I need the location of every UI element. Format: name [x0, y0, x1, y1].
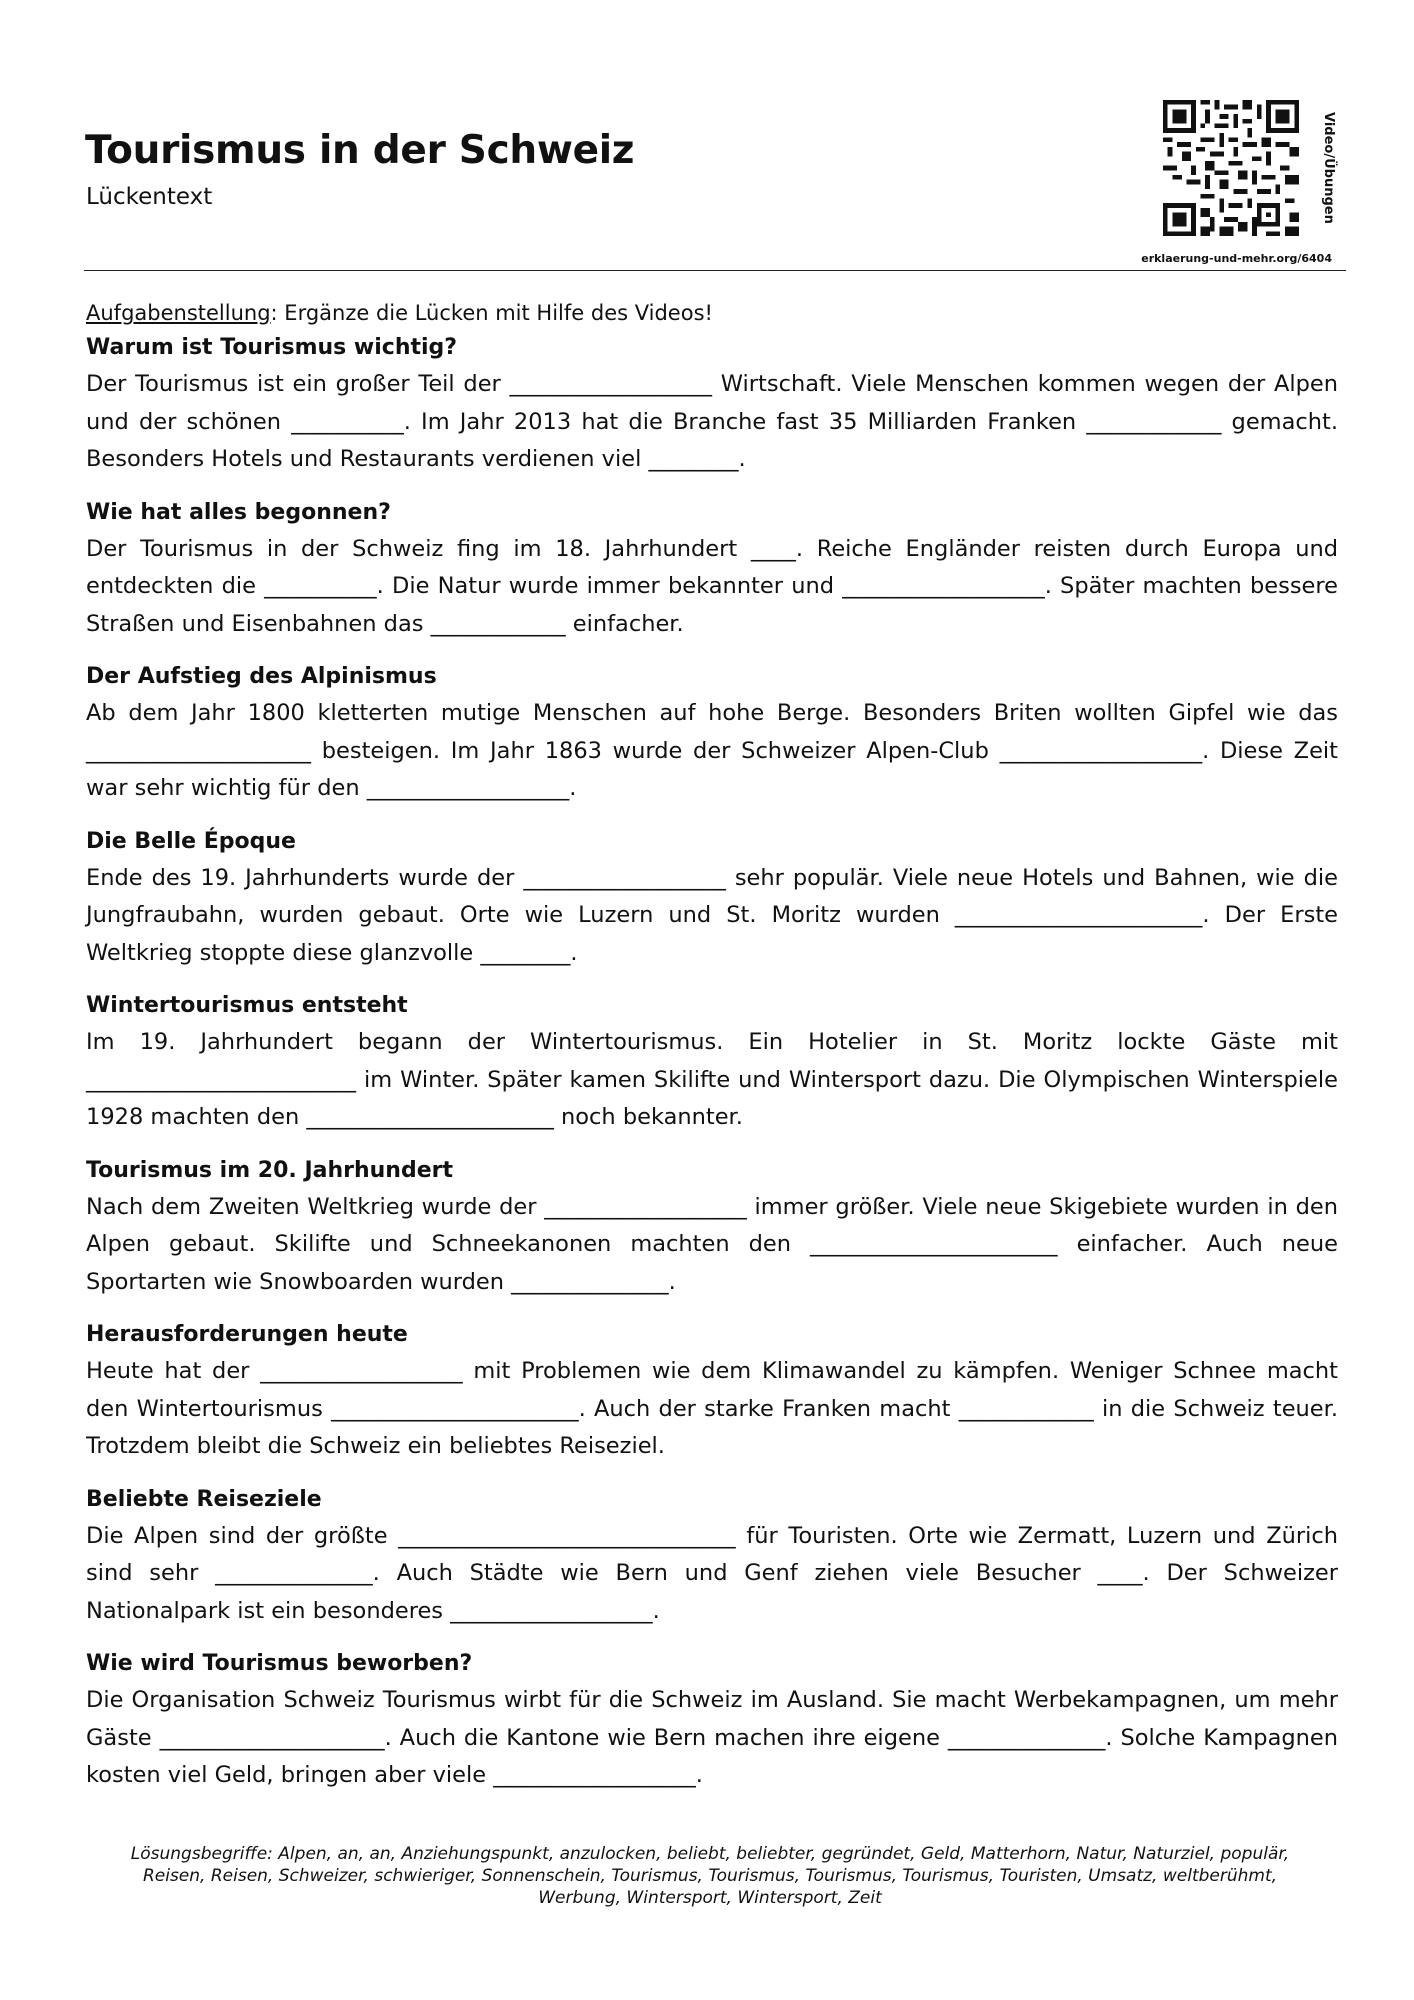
section-text: Der Tourismus ist ein großer Teil der __________________ Wirtschaft. Viele Menschen kommen wegen der Alpen und der schönen __________. Im Jahr 2013 hat die Branche fast 35 Milliarden Franken ____________ gemacht. Besonders Hotels und Restaurants verdienen viel ________. [86, 371, 1338, 472]
qr-side-label: Video/Übungen [1321, 112, 1336, 224]
section-text: Die Organisation Schweiz Tourismus wirbt für die Schweiz im Ausland. Sie macht Werbekampagnen, um mehr Gäste ____________________. Auch die Kantone wie Bern machen ihre eigene ______________. Solche Kampagnen kosten viel Geld, bringen aber viele __________________. [86, 1687, 1338, 1788]
solution-terms: Lösungsbegriffe: Alpen, an, an, Anziehungspunkt, anzulocken, beliebt, beliebter, gegründet, Geld, Matterhorn, Natur, Naturziel, populär, Reisen, Reisen, Schweizer, schwieriger, Sonnenschein, Tourismus, Tourismus, Tourismus, Tourismus, Touristen, Umsatz, weltberühmt, Werbung, Wintersport, Wintersport, Zeit [130, 1844, 1290, 1908]
source-url-link[interactable]: erklaerung-und-mehr.org/6404 [1141, 252, 1332, 265]
section-herausforderungen [86, 1317, 1338, 1466]
section-heading: Der Aufstieg des Alpinismus [86, 664, 437, 689]
task-instruction [86, 298, 1338, 328]
page-subtitle: Lückentext [86, 184, 213, 210]
section-warum-wichtig [86, 330, 1338, 479]
section-text: Die Alpen sind der größte ______________________________ für Touristen. Orte wie Zermatt, Luzern und Zürich sind sehr ______________. Auch Städte wie Bern und Genf ziehen viele Besucher ____. Der Schweizer Nationalpark ist ein besonderes __________________. [86, 1522, 1338, 1624]
page-title: Tourismus in der Schweiz [85, 128, 635, 173]
section-belle-epoque [86, 824, 1338, 973]
qr-code-icon[interactable] [1163, 100, 1299, 236]
task-text: : Ergänze die Lücken mit Hilfe des Videos! [270, 301, 713, 325]
section-text: Ab dem Jahr 1800 kletterten mutige Menschen auf hohe Berge. Besonders Briten wollten Gipfel wie das ____________________ besteigen. Im Jahr 1863 wurde der Schweizer Alpen-Club __________________. Diese Zeit war sehr wichtig für den __________________. [86, 700, 1338, 801]
section-beworben [86, 1646, 1338, 1795]
section-heading: Warum ist Tourismus wichtig? [86, 335, 458, 360]
section-text: Nach dem Zweiten Weltkrieg wurde der __________________ immer größer. Viele neue Skigebiete wurden in den Alpen gebaut. Skilifte und Schneekanonen machten den ______________________ einfacher. Auch neue Sportarten wie Snowboarden wurden ______________. [86, 1193, 1338, 1295]
worksheet-content [86, 298, 1338, 1811]
section-text: Heute hat der __________________ mit Problemen wie dem Klimawandel zu kämpfen. Weniger Schnee macht den Wintertourismus ______________________. Auch der starke Franken macht ____________ in die Schweiz teuer. Trotzdem bleibt die Schweiz ein beliebtes Reiseziel. [86, 1358, 1338, 1459]
section-heading: Herausforderungen heute [86, 1322, 408, 1347]
section-alpinismus [86, 659, 1338, 808]
section-heading: Tourismus im 20. Jahrhundert [86, 1157, 454, 1183]
header-divider [84, 270, 1346, 271]
section-text: Der Tourismus in der Schweiz fing im 18. Jahrhundert ____. Reiche Engländer reisten durch Europa und entdeckten die __________. Die Natur wurde immer bekannter und __________________. Später machten bessere Straßen und Eisenbahnen das ____________ einfacher. [86, 535, 1338, 637]
section-text: Ende des 19. Jahrhunderts wurde der __________________ sehr populär. Viele neue Hotels und Bahnen, wie die Jungfraubahn, wurden gebaut. Orte wie Luzern und St. Moritz wurden ______________________. Der Erste Weltkrieg stoppte diese glanzvolle ________. [86, 864, 1338, 966]
section-heading: Wie hat alles begonnen? [86, 499, 391, 525]
section-heading: Beliebte Reiseziele [86, 1486, 322, 1512]
section-20-jahrhundert [86, 1153, 1338, 1302]
section-reiseziele [86, 1482, 1338, 1631]
task-label: Aufgabenstellung [86, 301, 271, 325]
section-heading: Wintertourismus entsteht [86, 993, 408, 1018]
section-wintertourismus [86, 988, 1338, 1137]
section-heading: Die Belle Époque [86, 828, 296, 854]
section-heading: Wie wird Tourismus beworben? [86, 1651, 473, 1676]
section-wie-begonnen [86, 495, 1338, 644]
section-text: Im 19. Jahrhundert begann der Wintertourismus. Ein Hotelier in St. Moritz lockte Gäste mit ________________________ im Winter. Später kamen Skilifte und Wintersport dazu. Die Olympischen Winterspiele 1928 machten den ______________________ noch bekannter. [86, 1029, 1338, 1130]
